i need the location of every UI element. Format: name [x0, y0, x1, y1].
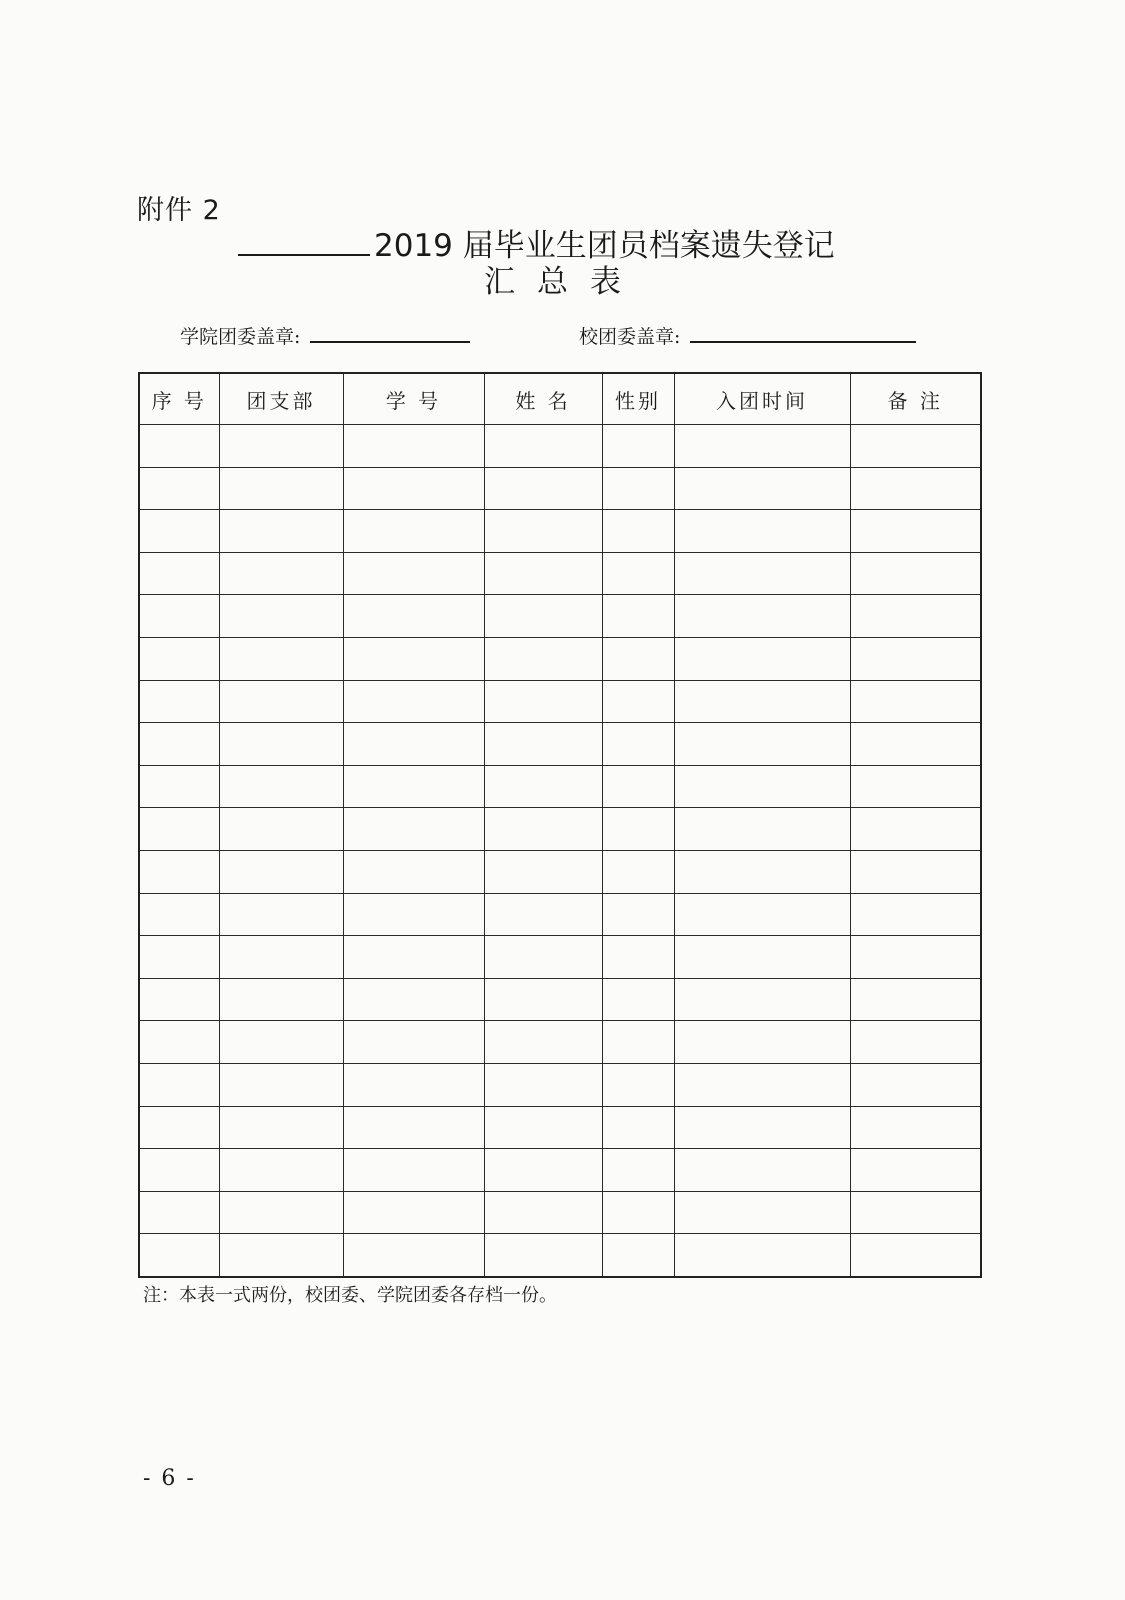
table-cell — [674, 1149, 850, 1192]
table-cell — [484, 893, 602, 936]
table-cell — [850, 978, 981, 1021]
table-cell — [850, 637, 981, 680]
table-cell — [343, 978, 484, 1021]
college-stamp-line — [310, 323, 470, 343]
table-cell — [850, 765, 981, 808]
table-cell — [674, 1021, 850, 1064]
table-row — [139, 467, 981, 510]
table-cell — [343, 1191, 484, 1234]
table-cell — [602, 893, 674, 936]
table-cell — [602, 680, 674, 723]
table-row — [139, 1063, 981, 1106]
table-cell — [343, 1234, 484, 1277]
table-cell — [674, 467, 850, 510]
table-cell — [484, 680, 602, 723]
college-stamp-label: 学院团委盖章: — [180, 326, 301, 348]
table-cell — [850, 680, 981, 723]
table-cell — [139, 680, 219, 723]
table-cell — [219, 1149, 343, 1192]
table-cell — [343, 1106, 484, 1149]
header-name: 姓 名 — [484, 373, 602, 425]
table-cell — [139, 1149, 219, 1192]
table-cell — [343, 425, 484, 468]
table-cell — [139, 1063, 219, 1106]
registry-table-body — [139, 425, 981, 1277]
table-cell — [484, 978, 602, 1021]
table-cell — [219, 978, 343, 1021]
table-cell — [219, 1191, 343, 1234]
table-cell — [484, 1149, 602, 1192]
table-cell — [484, 1021, 602, 1064]
table-cell — [343, 808, 484, 851]
table-cell — [139, 637, 219, 680]
table-cell — [674, 1106, 850, 1149]
table-cell — [850, 510, 981, 553]
table-cell — [602, 936, 674, 979]
table-cell — [484, 510, 602, 553]
table-cell — [484, 552, 602, 595]
table-row — [139, 1191, 981, 1234]
table-cell — [850, 1234, 981, 1277]
table-row — [139, 1149, 981, 1192]
table-row — [139, 637, 981, 680]
table-cell — [343, 552, 484, 595]
table-cell — [602, 1021, 674, 1064]
table-row — [139, 808, 981, 851]
table-cell — [674, 510, 850, 553]
school-stamp-line — [690, 323, 916, 343]
footnote: 注：本表一式两份，校团委、学院团委各存档一份。 — [143, 1285, 557, 1306]
table-cell — [139, 467, 219, 510]
table-row — [139, 680, 981, 723]
table-header-row — [139, 373, 981, 425]
table-cell — [484, 1234, 602, 1277]
table-cell — [850, 467, 981, 510]
table-cell — [602, 1063, 674, 1106]
table-cell — [343, 765, 484, 808]
table-cell — [602, 425, 674, 468]
table-row — [139, 510, 981, 553]
table-cell — [602, 467, 674, 510]
table-cell — [139, 425, 219, 468]
table-cell — [602, 552, 674, 595]
table-cell — [343, 595, 484, 638]
table-cell — [850, 425, 981, 468]
table-cell — [602, 723, 674, 766]
table-row — [139, 893, 981, 936]
table-cell — [484, 637, 602, 680]
table-cell — [602, 978, 674, 1021]
table-cell — [674, 680, 850, 723]
table-cell — [343, 1149, 484, 1192]
table-cell — [484, 723, 602, 766]
table-cell — [674, 425, 850, 468]
table-cell — [219, 1063, 343, 1106]
table-cell — [139, 1234, 219, 1277]
header-branch: 团支部 — [219, 373, 343, 425]
header-student-id: 学 号 — [343, 373, 484, 425]
table-cell — [219, 552, 343, 595]
table-row — [139, 595, 981, 638]
table-cell — [674, 808, 850, 851]
school-stamp-field — [579, 322, 916, 349]
college-stamp-field — [180, 322, 470, 349]
table-row — [139, 723, 981, 766]
table-cell — [219, 467, 343, 510]
school-stamp-label: 校团委盖章: — [579, 326, 681, 348]
table-cell — [219, 936, 343, 979]
table-cell — [219, 1106, 343, 1149]
table-cell — [602, 637, 674, 680]
table-cell — [602, 765, 674, 808]
table-cell — [219, 808, 343, 851]
header-serial-number: 序 号 — [139, 373, 219, 425]
table-cell — [674, 1234, 850, 1277]
registry-table — [138, 372, 982, 1278]
header-gender: 性别 — [602, 373, 674, 425]
table-cell — [219, 510, 343, 553]
table-cell — [343, 680, 484, 723]
table-cell — [219, 680, 343, 723]
table-cell — [219, 1234, 343, 1277]
table-cell — [602, 850, 674, 893]
table-cell — [139, 978, 219, 1021]
table-cell — [850, 723, 981, 766]
table-cell — [139, 1191, 219, 1234]
table-cell — [343, 467, 484, 510]
table-cell — [484, 595, 602, 638]
table-cell — [139, 510, 219, 553]
table-cell — [850, 1149, 981, 1192]
table-cell — [219, 637, 343, 680]
table-row — [139, 1234, 981, 1277]
table-cell — [850, 1063, 981, 1106]
table-cell — [139, 1106, 219, 1149]
table-row — [139, 936, 981, 979]
table-cell — [484, 1063, 602, 1106]
table-cell — [219, 425, 343, 468]
table-cell — [602, 1106, 674, 1149]
table-cell — [139, 595, 219, 638]
table-cell — [674, 850, 850, 893]
table-cell — [484, 808, 602, 851]
table-cell — [602, 595, 674, 638]
table-cell — [484, 765, 602, 808]
table-row — [139, 552, 981, 595]
table-cell — [139, 552, 219, 595]
table-cell — [602, 1234, 674, 1277]
table-cell — [674, 936, 850, 979]
table-cell — [850, 893, 981, 936]
table-cell — [139, 936, 219, 979]
table-cell — [850, 1106, 981, 1149]
table-cell — [219, 850, 343, 893]
table-cell — [484, 467, 602, 510]
table-cell — [219, 723, 343, 766]
table-row — [139, 1106, 981, 1149]
table-cell — [602, 808, 674, 851]
table-cell — [343, 637, 484, 680]
table-cell — [343, 850, 484, 893]
table-cell — [602, 1149, 674, 1192]
table-row — [139, 765, 981, 808]
table-cell — [343, 1063, 484, 1106]
table-row — [139, 1021, 981, 1064]
table-row — [139, 850, 981, 893]
table-row — [139, 425, 981, 468]
table-cell — [343, 893, 484, 936]
table-cell — [139, 1021, 219, 1064]
table-cell — [850, 595, 981, 638]
table-cell — [139, 723, 219, 766]
document-title-text: 2019 届毕业生团员档案遗失登记 — [374, 228, 835, 264]
table-cell — [602, 1191, 674, 1234]
table-cell — [343, 936, 484, 979]
page-number: - 6 - — [143, 1466, 196, 1491]
table-cell — [343, 1021, 484, 1064]
document-subtitle: 汇总表 — [484, 264, 643, 300]
table-cell — [674, 1191, 850, 1234]
table-cell — [139, 893, 219, 936]
table-cell — [343, 510, 484, 553]
table-cell — [674, 1063, 850, 1106]
table-cell — [219, 765, 343, 808]
table-cell — [850, 936, 981, 979]
table-cell — [850, 1021, 981, 1064]
table-row — [139, 978, 981, 1021]
header-join-date: 入团时间 — [674, 373, 850, 425]
college-name-blank — [238, 226, 370, 256]
table-cell — [484, 425, 602, 468]
table-cell — [850, 1191, 981, 1234]
table-cell — [602, 510, 674, 553]
attachment-label: 附件 2 — [137, 195, 221, 226]
table-cell — [850, 552, 981, 595]
table-cell — [674, 893, 850, 936]
table-cell — [674, 978, 850, 1021]
table-cell — [139, 850, 219, 893]
header-remarks: 备 注 — [850, 373, 981, 425]
table-cell — [484, 1191, 602, 1234]
table-cell — [674, 637, 850, 680]
table-cell — [674, 723, 850, 766]
table-cell — [343, 723, 484, 766]
table-cell — [484, 850, 602, 893]
table-cell — [484, 1106, 602, 1149]
table-cell — [850, 850, 981, 893]
table-cell — [139, 808, 219, 851]
table-cell — [674, 552, 850, 595]
table-cell — [219, 893, 343, 936]
table-cell — [219, 1021, 343, 1064]
table-cell — [674, 595, 850, 638]
table-cell — [674, 765, 850, 808]
table-cell — [219, 595, 343, 638]
table-cell — [850, 808, 981, 851]
table-cell — [484, 936, 602, 979]
table-cell — [139, 765, 219, 808]
